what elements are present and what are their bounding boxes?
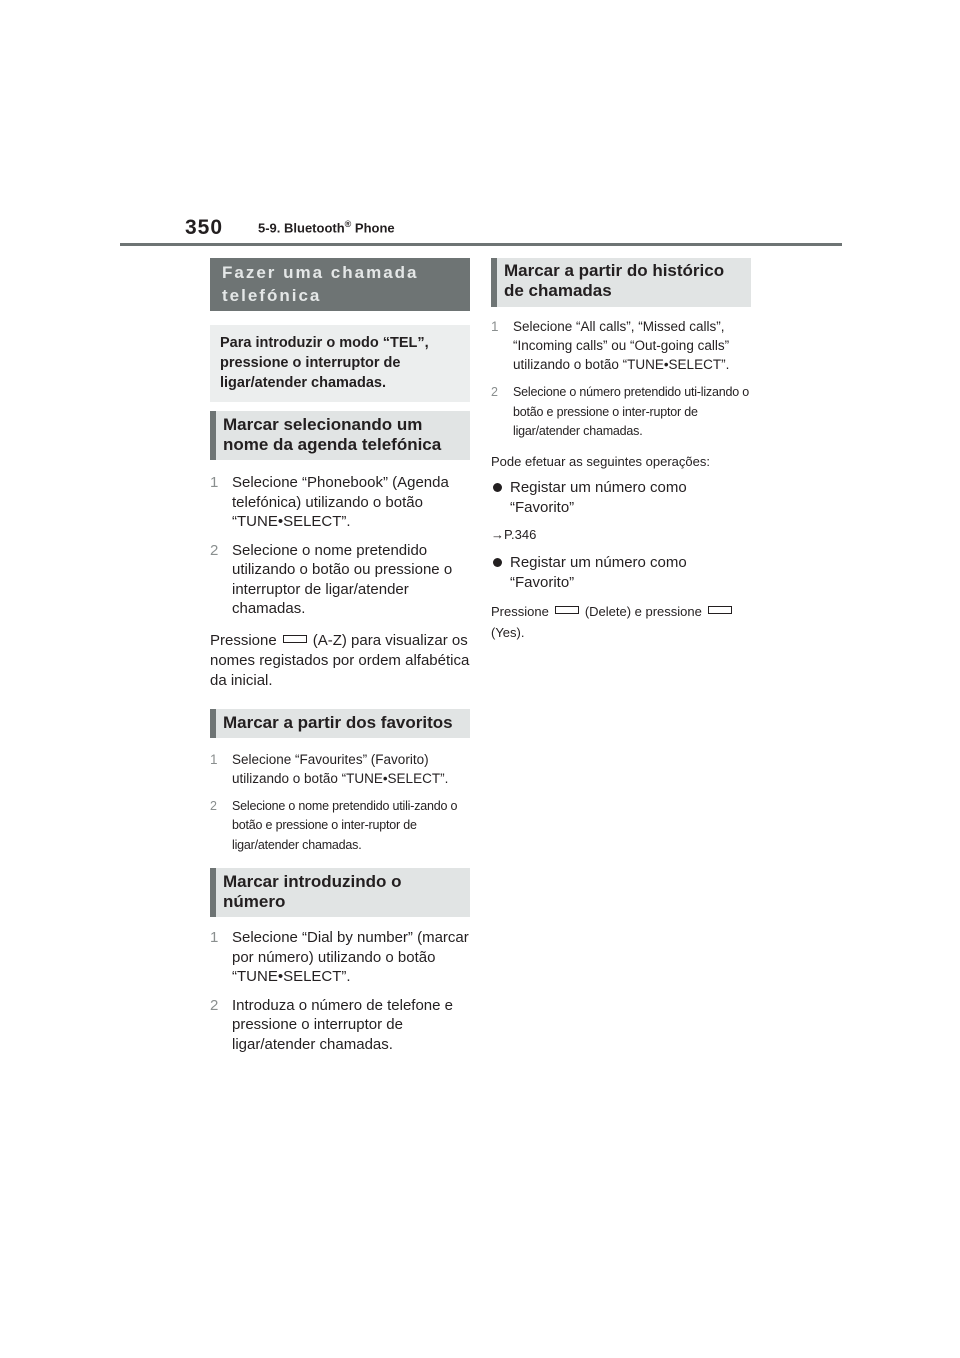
step-text: Introduza o número de telefone e pressione o interruptor de ligar/atender chamadas. — [232, 996, 453, 1053]
final-prefix: Pressione — [491, 603, 549, 619]
note-prefix: Pressione — [210, 631, 277, 649]
step-number: 1 — [210, 751, 218, 767]
phonebook-note — [210, 631, 470, 691]
step-number: 2 — [491, 385, 498, 399]
favorites-step-1 — [210, 750, 470, 788]
right-column — [491, 258, 751, 643]
left-column — [210, 258, 470, 1063]
step-number: 2 — [210, 996, 219, 1014]
dial-step-2 — [210, 996, 470, 1055]
step-text: Selecione “Favourites” (Favorito) utilizando o botão “TUNE•SELECT”. — [232, 751, 449, 786]
phonebook-steps — [210, 473, 470, 619]
intro-box: Para introduzir o modo “TEL”, pressione o interruptor de ligar/atender chamadas. — [210, 325, 470, 402]
phonebook-heading: Marcar selecionando um nome da agenda telefónica — [210, 411, 470, 460]
operation-item: Registar um número como “Favorito” — [491, 553, 751, 593]
button-icon — [708, 606, 732, 614]
main-heading: Fazer uma chamada telefónica — [210, 258, 470, 311]
final-suffix: (Yes). — [491, 624, 525, 640]
step-text: Selecione o nome pretendido utilizando o botão ou pressione o interruptor de ligar/atender chamadas. — [232, 541, 453, 617]
section-prefix: 5-9. Bluetooth — [258, 220, 345, 236]
final-middle: (Delete) e pressione — [584, 603, 702, 619]
step-text: Selecione o número pretendido uti-lizando o botão e pressione o inter-ruptor de ligar/atender chamadas. — [513, 385, 750, 438]
registered-mark: ® — [344, 219, 352, 229]
step-text: Selecione “Phonebook” (Agenda telefónica) utilizando o botão “TUNE•SELECT”. — [232, 474, 449, 530]
favorites-heading: Marcar a partir dos favoritos — [210, 709, 470, 738]
section-suffix: Phone — [351, 220, 395, 236]
step-number: 1 — [210, 929, 219, 946]
history-step-2 — [491, 383, 751, 442]
operation-item: Registar um número como “Favorito” — [491, 478, 751, 518]
section-title — [258, 219, 395, 235]
history-step-1 — [491, 317, 751, 374]
operations-intro: Pode efetuar as seguintes operações: — [491, 453, 710, 469]
final-note — [491, 601, 751, 643]
button-icon — [555, 606, 579, 614]
step-number: 1 — [210, 474, 219, 491]
history-heading: Marcar a partir do histórico de chamadas — [491, 258, 751, 307]
history-steps — [491, 317, 751, 442]
step-text: Selecione “All calls”, “Missed calls”, “Incoming calls” ou “Out-going calls” utilizando o botão “TUNE•SELECT”. — [513, 319, 730, 372]
phonebook-step-1 — [210, 473, 470, 532]
dial-heading: Marcar introduzindo o número — [210, 868, 470, 917]
page-number: 350 — [185, 216, 224, 239]
dial-steps — [210, 928, 470, 1054]
step-text: Selecione “Dial by number” (marcar por número) utilizando o botão “TUNE•SELECT”. — [232, 929, 469, 985]
header-rule — [120, 243, 842, 246]
button-icon — [283, 635, 307, 643]
step-number: 2 — [210, 798, 217, 813]
page-reference: →P.346 — [491, 526, 537, 542]
favorites-steps — [210, 750, 470, 856]
step-number: 1 — [491, 319, 499, 334]
dial-step-1 — [210, 928, 470, 987]
favorites-step-2 — [210, 797, 470, 856]
step-number: 2 — [210, 541, 219, 559]
note-suffix: (A-Z) para visualizar os nomes registados por ordem alfabética da inicial. — [210, 631, 470, 689]
phonebook-step-2 — [210, 541, 470, 619]
step-text: Selecione o nome pretendido utili-zando o botão e pressione o inter-ruptor de ligar/atender chamadas. — [232, 798, 458, 852]
